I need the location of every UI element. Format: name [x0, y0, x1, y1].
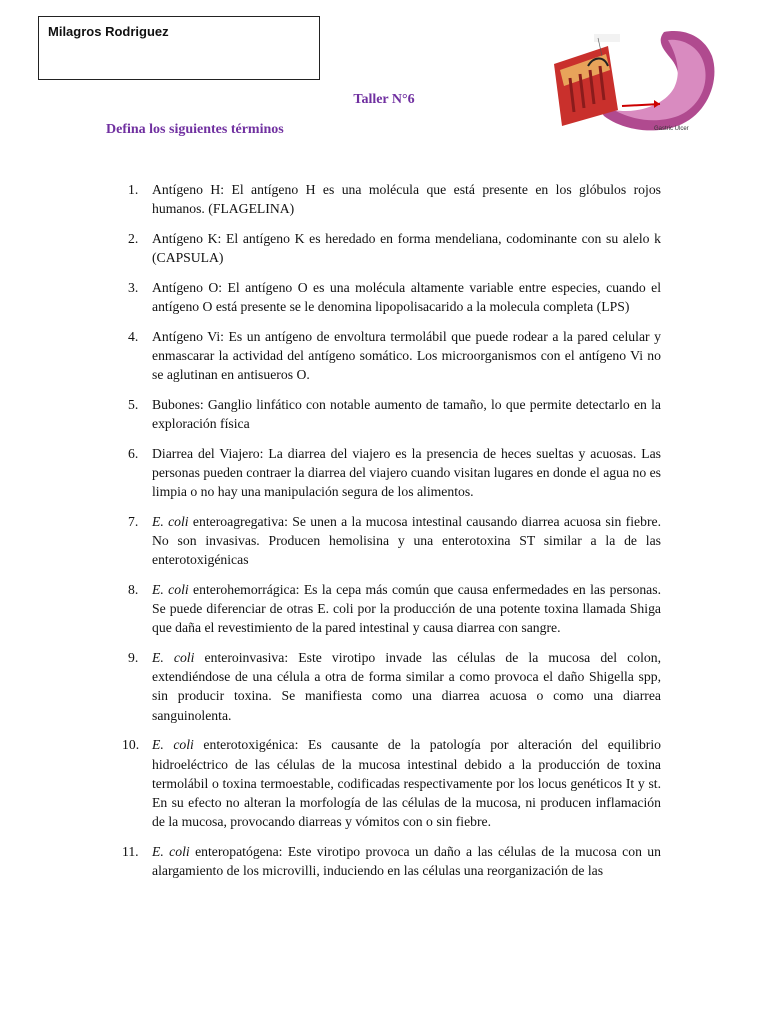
item-number: 7.	[128, 513, 139, 529]
item-text: enteropatógena: Este virotipo provoca un daño a las células de la mucosa con un alargamiento de los microvilli, induciendo en las células una reorganización de las	[152, 843, 661, 879]
item-number: 2.	[128, 230, 139, 246]
item-text: Antígeno Vi: Es un antígeno de envoltura termolábil que puede rodear a la pared celular y enmascarar la actividad del antígeno somático. Los microorganismos con el antígeno Vi no se aglutinan en antisueros O.	[152, 328, 661, 383]
item-term: E. coli	[152, 513, 189, 529]
definition-item	[128, 580, 662, 638]
definition-item	[122, 735, 661, 831]
item-term: E. coli	[152, 581, 189, 597]
item-text: enterotoxigénica: Es causante de la patología por alteración del equilibrio hidroeléctrico de las células de la mucosa intestinal debido a la producción de toxina termolábil o toxina termoestable, codificadas respectivamente por los locus genéticos It y st. En su efecto no alteran la morfología de las células de la mucosa, ni producen inflamación de la mucosa, provocando diarreas y vómitos con o sin fiebre.	[152, 737, 661, 830]
item-number: 3.	[128, 279, 139, 295]
definition-item	[128, 444, 661, 502]
definition-item	[128, 327, 661, 385]
item-number: 1.	[128, 182, 139, 197]
item-text: enteroinvasiva: Este virotipo invade las células de la mucosa del colon, extendiéndose de una célula a otra de forma similar a como provoca el daño Shigella spp, sin producir toxina. Se manifiesta como una diarrea acuosa o como una diarrea sanguinolenta.	[152, 650, 661, 723]
definition-item	[128, 180, 661, 218]
item-number: 10.	[122, 737, 140, 753]
item-number: 9.	[128, 650, 139, 666]
document-subtitle: Defina los siguientes términos	[106, 122, 284, 137]
item-text: Diarrea del Viajero: La diarrea del viajero es la presencia de heces sueltas y acuosas. Las personas pueden contraer la diarrea del viajero cuando visitan lugares en donde el agua no es limpia o no hay una manipulación segura de los alimentos.	[152, 445, 661, 500]
item-number: 6.	[128, 445, 139, 461]
student-name: Milagros Rodriguez	[48, 24, 169, 39]
item-term: E. coli	[152, 650, 195, 666]
item-text: enterohemorrágica: Es la cepa más común que causa enfermedades en las personas. Se puede diferenciar de otras E. coli por la producción de una potente toxina llamada Shiga que daña el revestimiento de la pared intestinal y causa diarrea con sangre.	[152, 581, 662, 636]
item-number: 11.	[122, 843, 139, 859]
document-title: Taller N°6	[353, 92, 415, 107]
item-term: E. coli	[152, 843, 190, 859]
item-text: Antígeno O: El antígeno O es una molécula altamente variable entre especies, cuando el antígeno O está presente se le denomina lipopolisacarido a la molecula completa (LPS)	[152, 279, 661, 315]
item-number: 4.	[128, 328, 139, 344]
item-number: 5.	[128, 396, 139, 412]
item-text: Antígeno K: El antígeno K es heredado en forma mendeliana, codominante con su alelo k (CAPSULA)	[152, 230, 661, 266]
definition-item	[128, 278, 661, 316]
definition-item	[128, 395, 661, 433]
definition-list	[122, 180, 662, 891]
student-name-box	[38, 16, 320, 80]
definition-item	[128, 229, 661, 267]
definition-item	[122, 842, 661, 880]
definition-item	[128, 648, 661, 725]
item-text: enteroagregativa: Se unen a la mucosa intestinal causando diarrea acuosa sin fiebre. No son invasivas. Producen hemolisina y una enterotoxina ST similar a la de las enterotoxigénicas	[152, 513, 661, 568]
definition-item	[128, 512, 661, 570]
item-number: 8.	[128, 581, 139, 597]
gastric-ulcer-illustration	[552, 26, 722, 138]
item-text: Antígeno H: El antígeno H es una molécula que está presente en los glóbulos rojos humanos. (FLAGELINA)	[152, 182, 661, 217]
illustration-caption: Gastric Ulcer	[654, 126, 689, 132]
item-text: Bubones: Ganglio linfático con notable aumento de tamaño, lo que permite detectarlo en la exploración física	[152, 396, 661, 432]
item-term: E. coli	[152, 737, 194, 753]
